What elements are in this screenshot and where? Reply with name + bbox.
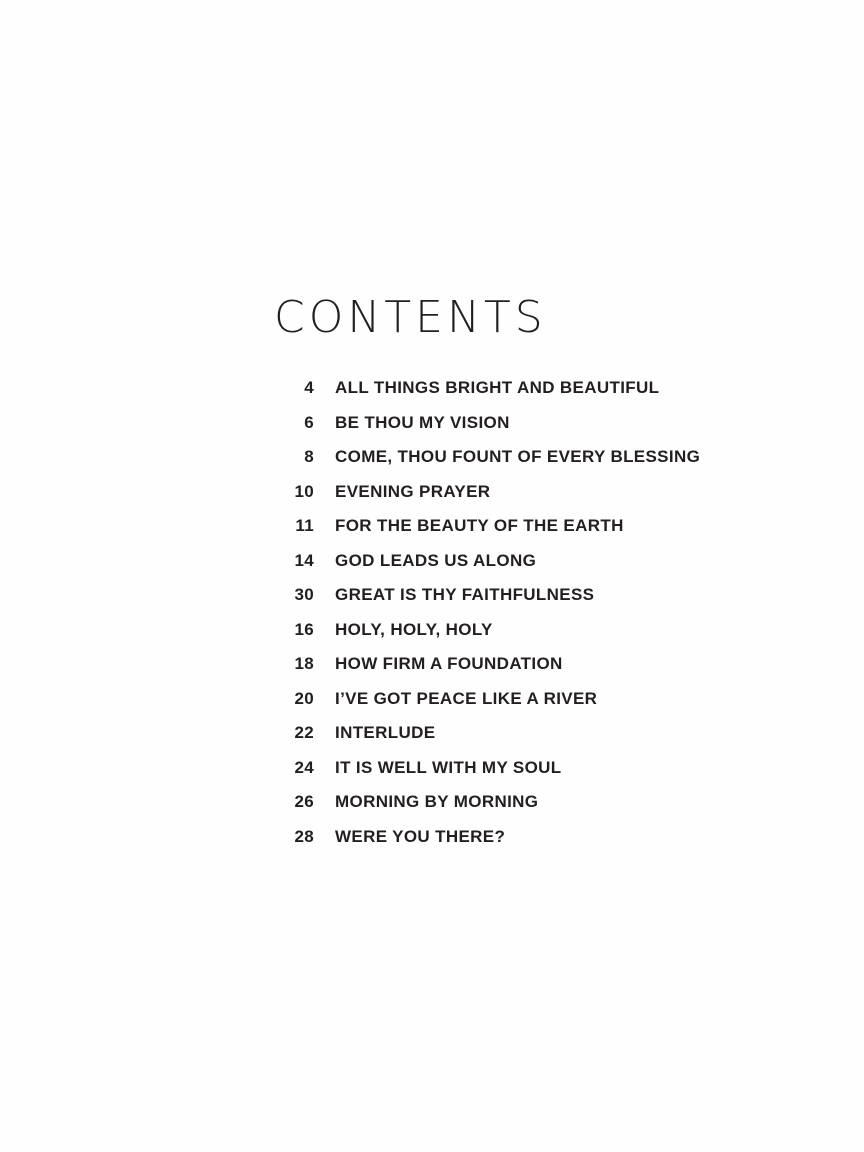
list-item — [272, 620, 792, 640]
toc-page-number: 14 — [294, 550, 314, 570]
toc-entry-title: GOD LEADS US ALONG — [335, 550, 537, 570]
toc-page-number: 30 — [294, 585, 314, 604]
toc-page-number: 26 — [294, 792, 314, 811]
toc-page-number: 18 — [294, 654, 314, 673]
toc-entry-title: BE THOU MY VISION — [335, 412, 510, 432]
list-item — [272, 447, 792, 467]
list-item — [272, 516, 792, 536]
toc-entry-title: GREAT IS THY FAITHFULNESS — [335, 585, 595, 604]
toc-page-number: 4 — [304, 378, 314, 397]
toc-page-number: 8 — [304, 447, 314, 466]
toc-page-number: 20 — [294, 688, 314, 708]
toc-page-number: 6 — [304, 412, 314, 432]
list-item — [272, 689, 792, 709]
table-of-contents-list — [272, 378, 792, 847]
list-item — [272, 792, 792, 812]
toc-entry-title: COME, THOU FOUNT OF EVERY BLESSING — [335, 447, 701, 466]
list-item — [272, 378, 792, 398]
toc-page-number: 24 — [294, 757, 314, 777]
toc-entry-title: IT IS WELL WITH MY SOUL — [335, 757, 562, 777]
list-item — [272, 758, 792, 778]
page-title: CONTENTS — [274, 292, 547, 343]
list-item — [272, 827, 792, 847]
toc-entry-title: HOLY, HOLY, HOLY — [335, 619, 493, 639]
toc-page-number: 16 — [294, 619, 314, 639]
list-item — [272, 723, 792, 743]
toc-page-number: 22 — [294, 723, 314, 742]
list-item — [272, 654, 792, 674]
toc-entry-title: FOR THE BEAUTY OF THE EARTH — [335, 516, 624, 535]
toc-entry-title: INTERLUDE — [335, 723, 436, 742]
list-item — [272, 482, 792, 502]
toc-page-number: 28 — [294, 826, 314, 846]
toc-entry-title: HOW FIRM A FOUNDATION — [335, 654, 563, 673]
contents-section — [272, 292, 792, 861]
toc-entry-title: ALL THINGS BRIGHT AND BEAUTIFUL — [335, 378, 660, 397]
toc-page-number: 11 — [295, 516, 314, 535]
list-item — [272, 585, 792, 605]
toc-entry-title: MORNING BY MORNING — [335, 792, 539, 811]
toc-entry-title: EVENING PRAYER — [335, 481, 491, 501]
list-item — [272, 413, 792, 433]
list-item — [272, 551, 792, 571]
toc-page-number: 10 — [294, 481, 314, 501]
toc-entry-title: I’VE GOT PEACE LIKE A RIVER — [335, 688, 598, 708]
toc-entry-title: WERE YOU THERE? — [335, 826, 506, 846]
